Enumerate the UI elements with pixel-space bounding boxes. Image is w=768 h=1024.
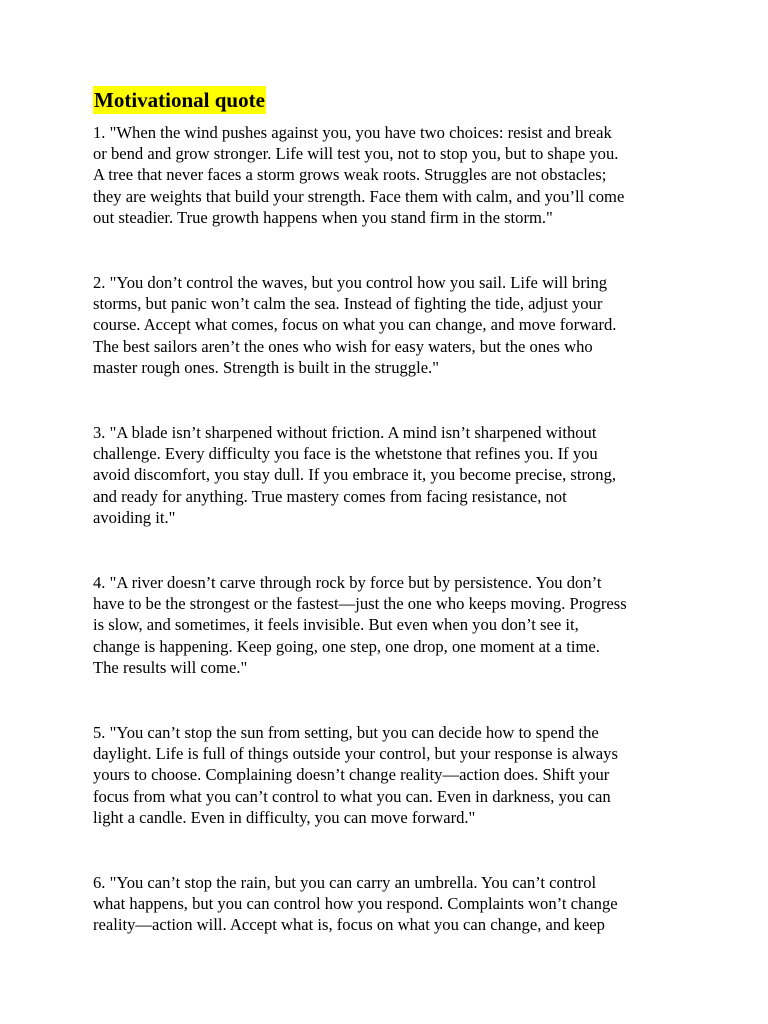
quote-list bbox=[93, 122, 683, 936]
quote-paragraph-1: 1. "When the wind pushes against you, you have two choices: resist and break or bend and grow stronger. Life will test you, not to stop you, but to shape you. A tree that never faces a storm grows weak roots. Struggles are not obstacles; they are weights that build your strength. Face them with calm, and you’ll come out steadier. True growth happens when you stand firm in the storm." bbox=[93, 123, 625, 227]
quote-paragraph-3: 3. "A blade isn’t sharpened without friction. A mind isn’t sharpened without challenge. Every difficulty you face is the whetstone that refines you. If you avoid discomfort, you stay dull. If you embrace it, you become precise, strong, and ready for anything. True mastery comes from facing resistance, not avoiding it." bbox=[93, 423, 617, 527]
quote-paragraph-5: 5. "You can’t stop the sun from setting, but you can decide how to spend the daylight. Life is full of things outside your control, but your response is always yours to choose. Complaining doesn’t change reality—action does. Shift your focus from what you can’t control to what you can. Even in darkness, you can light a candle. Even in difficulty, you can move forward." bbox=[93, 723, 618, 827]
document-title: Motivational quote bbox=[94, 88, 265, 112]
quote-paragraph-6: 6. "You can’t stop the rain, but you can carry an umbrella. You can’t control what happens, but you can control how you respond. Complaints won’t change reality—action will. Accept what is, focus on what you can change, and keep bbox=[93, 873, 618, 935]
quote-paragraph-2: 2. "You don’t control the waves, but you control how you sail. Life will bring storms, but panic won’t calm the sea. Instead of fighting the tide, adjust your course. Accept what comes, focus on what you can change, and move forward. The best sailors aren’t the ones who wish for easy waters, but the ones who master rough ones. Strength is built in the struggle." bbox=[93, 273, 617, 377]
document-page bbox=[93, 86, 683, 980]
quote-paragraph-4: 4. "A river doesn’t carve through rock by force but by persistence. You don’t have to be the strongest or the fastest—just the one who keeps moving. Progress is slow, and sometimes, it feels invisible. But even when you don’t see it, change is happening. Keep going, one step, one drop, one moment at a time. The results will come." bbox=[93, 573, 627, 677]
